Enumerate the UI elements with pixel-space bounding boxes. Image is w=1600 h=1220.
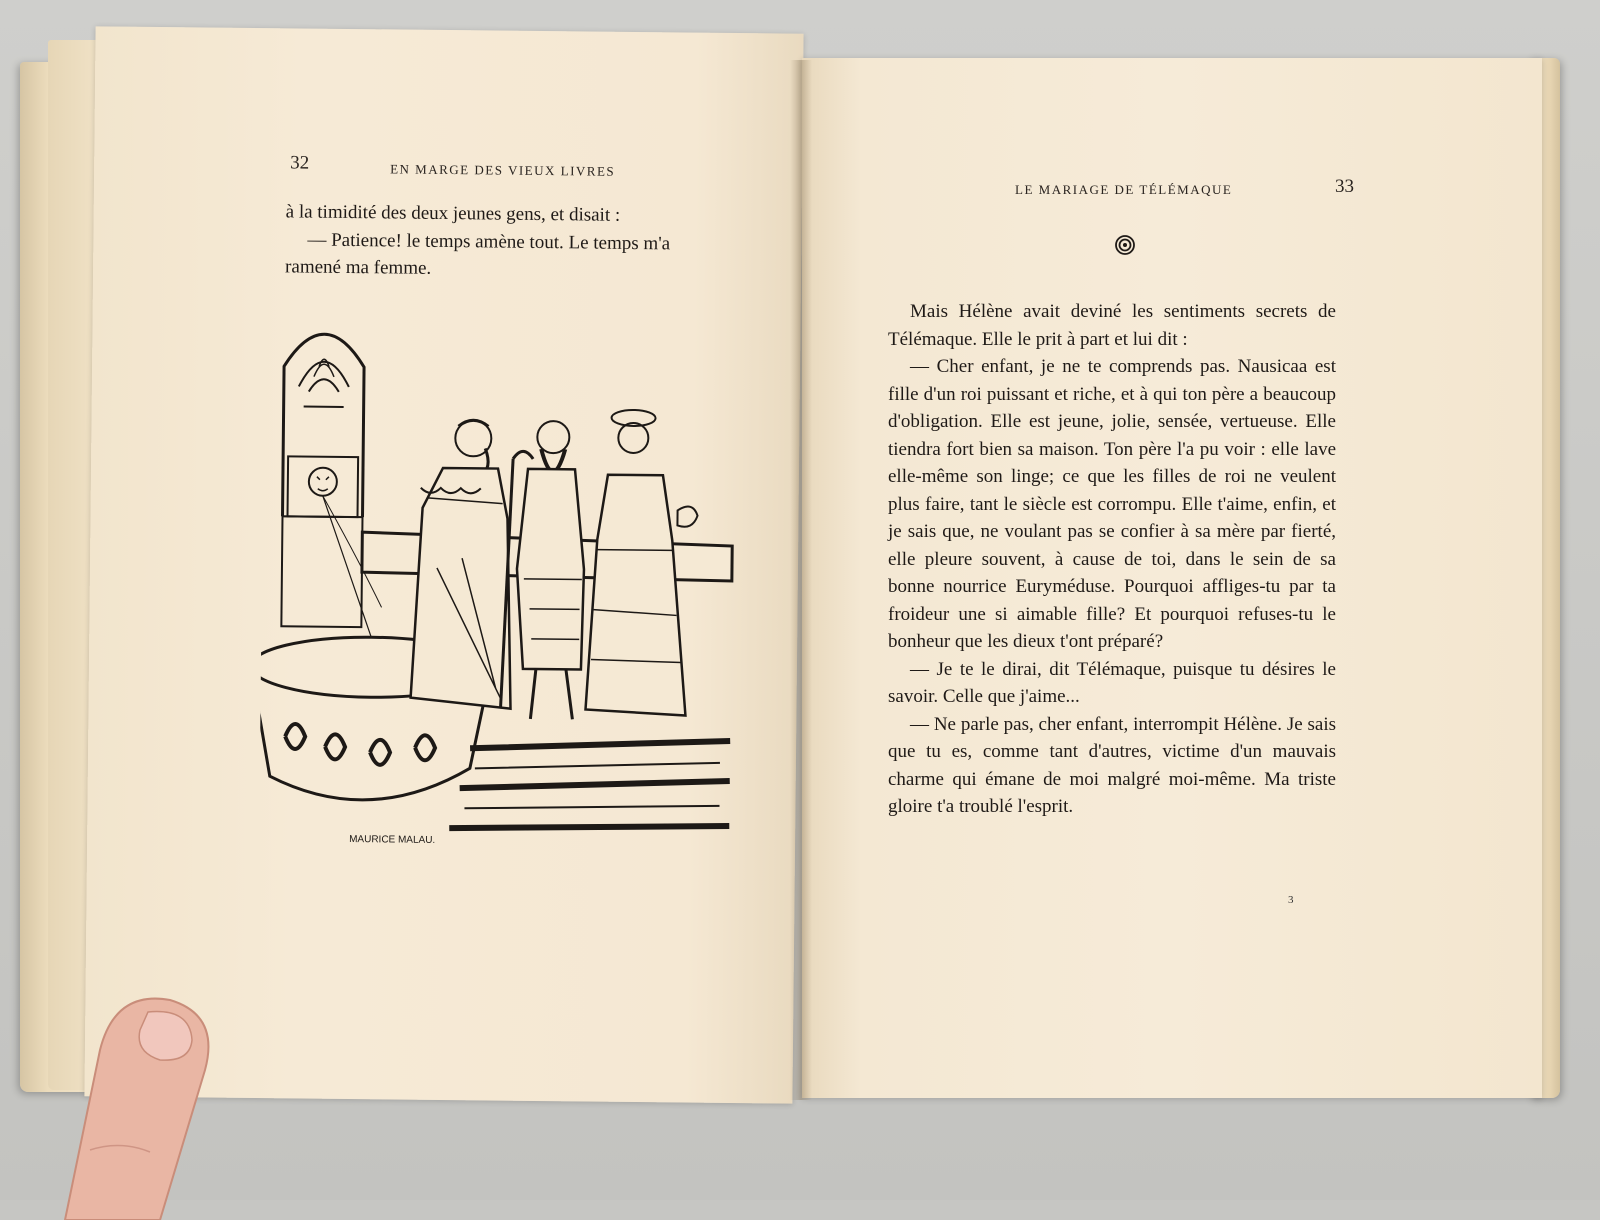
text-line: — Patience! le temps amène tout. Le temps m'a — [307, 229, 671, 254]
finger-holding-page — [30, 990, 220, 1220]
right-page — [802, 58, 1542, 1098]
spiral-ornament-icon — [1114, 234, 1136, 256]
figure-old-man-head — [537, 421, 569, 453]
signature-mark: 3 — [1288, 894, 1294, 906]
running-head-right: LE MARIAGE DE TÉLÉMAQUE — [1015, 182, 1233, 197]
paragraph: — Je te le dirai, dit Télémaque, puisque tu désires le savoir. Celle que j'aime... — [888, 658, 1336, 707]
text-line: à la timidité des deux jeunes gens, et disait : — [285, 201, 621, 226]
left-page — [84, 26, 803, 1103]
lion-head-spout — [309, 468, 337, 496]
paragraph: — Ne parle pas, cher enfant, interrompit Hélène. Je sais que tu es, comme tant d'autres, victime d'un mauvais charme qui émane de moi malgré moi-même. Ma triste gloire t'a troublé l'esprit. — [888, 713, 1336, 817]
figure-woman-fan — [677, 506, 697, 526]
engraving-illustration — [259, 306, 755, 851]
page-number-left: 32 — [290, 152, 310, 174]
page-number-right: 33 — [1335, 176, 1354, 197]
illustration-signature: MAURICE MALAU. — [349, 834, 436, 846]
running-head-left: EN MARGE DES VIEUX LIVRES — [390, 161, 616, 179]
text-line: ramené ma femme. — [285, 256, 432, 279]
figure-woman-head — [618, 423, 648, 453]
book-gutter — [790, 60, 812, 1100]
figure-woman-dress — [585, 475, 688, 716]
paragraph: — Cher enfant, je ne te comprends pas. Nausicaa est fille d'un roi puissant et riche, et à qui ton père a beaucoup d'obligation. Elle est jeune, jolie, sensée, vertueuse. Elle tiendra fort bien sa maison. Ton père l'a pu voir : elle lave elle-même son linge; ce que les filles de roi ne veulent plus faire, tant le siècle est corrompu. Elle t'aime, enfin, et je sais que, ne voulant pas se confier à sa mère par fierté, elle pleure souvent, à cause de toi, dans le sein de sa bonne nourrice Euryméduse. Pourquoi affliges-tu par ta froideur une si aimable fille? Et pourquoi refuses-tu le bonheur que les dieux t'ont préparé? — [888, 356, 1336, 652]
paragraph: Mais Hélène avait deviné les sentiments secrets de Télémaque. Elle le prit à part et lui dit : — [888, 301, 1336, 350]
right-page-text — [888, 298, 1336, 821]
fountain-pillar — [288, 456, 359, 517]
left-page-text — [285, 198, 738, 285]
